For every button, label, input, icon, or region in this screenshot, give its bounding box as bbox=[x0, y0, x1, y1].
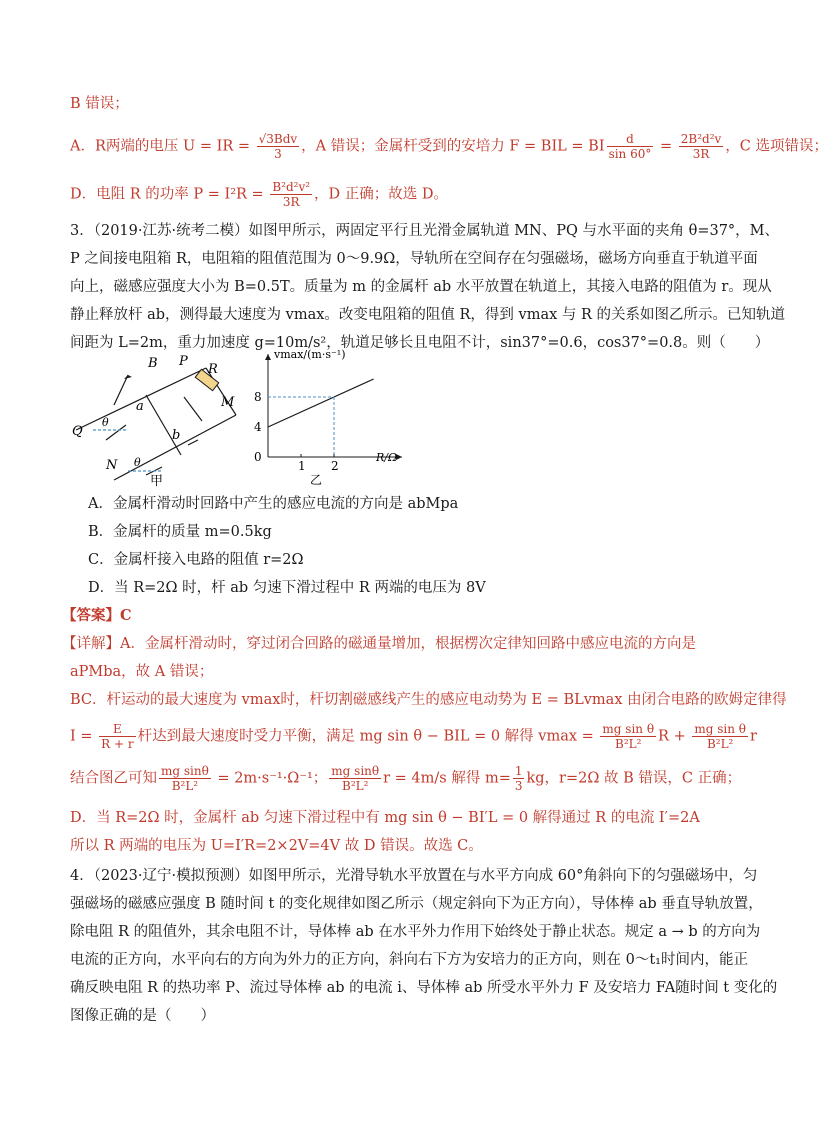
tick-y-0: 0 bbox=[254, 450, 262, 464]
label-theta-1: θ bbox=[102, 416, 109, 429]
q4-line-2: 强磁场的磁感应强度 B 随时间 t 的变化规律如图乙所示（规定斜向下为正方向），导体棒 ab 垂直导轨放置， bbox=[70, 896, 763, 912]
y-axis-label: vmax/(m·s⁻¹) bbox=[274, 348, 346, 361]
option-b: B．金属杆的质量 m=0.5kg bbox=[88, 524, 272, 540]
detail-line-6: D．当 R=2Ω 时，金属杆 ab 匀速下滑过程中有 mg sin θ − BI′L = 0 解得通过 R 的电流 I′=2A bbox=[70, 810, 700, 826]
detail-line-7: 所以 R 两端的电压为 U=I′R=2×2V=4V 故 D 错误。故选 C。 bbox=[70, 838, 483, 854]
q4-line-1: 4．（2023·辽宁·模拟预测）如图甲所示，光滑导轨水平放置在与水平方向成 60°角斜向下的匀强磁场中，匀 bbox=[70, 868, 758, 884]
det4-den1: R + r bbox=[101, 737, 134, 751]
a-fraction-1 bbox=[257, 132, 300, 161]
q4-line-6: 图像正确的是（ ） bbox=[70, 1008, 215, 1024]
det5-text-a: 结合图乙可知 bbox=[70, 770, 157, 787]
option-a-explanation bbox=[70, 132, 828, 161]
det5-frac-3 bbox=[513, 764, 525, 793]
q3-line-4: 静止释放杆 ab，测得最大速度为 vmax。改变电阻箱的阻值 R，得到 vmax 与 R 的关系如图乙所示。已知轨道 bbox=[70, 307, 786, 323]
det4-text-a: I = bbox=[70, 728, 98, 745]
det4-num1: E bbox=[99, 722, 135, 737]
a-frac-num3: 2B²d²v bbox=[680, 132, 722, 146]
tick-y-8: 8 bbox=[254, 390, 262, 404]
a-text-4: ，C 选项错误； bbox=[725, 138, 828, 155]
a-text-2: ，A 错误；金属杆受到的安培力 F = BIL = BI bbox=[301, 138, 605, 155]
rail-nm bbox=[114, 415, 236, 480]
option-d-explanation bbox=[70, 180, 448, 209]
det5-text-c: r = 4m/s 解得 m= bbox=[383, 770, 511, 787]
q4-line-5: 确反映电阻 R 的热功率 P、流过导体棒 ab 的电流 i、导体棒 ab 所受水平外力 F 及安培力 FA随时间 t 变化的 bbox=[70, 980, 778, 996]
det4-text-b: 杆达到最大速度时受力平衡，满足 mg sin θ − BIL = 0 解得 vmax = bbox=[137, 728, 599, 745]
detail-line-3: BC．杆运动的最大速度为 vmax时，杆切割磁感线产生的感应电动势为 E = BLvmax 由闭合电路的欧姆定律得 bbox=[70, 692, 787, 708]
d-text-1: D．电阻 R 的功率 P = I²R = bbox=[70, 186, 269, 203]
det5-frac-1 bbox=[159, 764, 211, 793]
q3-line-2: P 之间接电阻箱 R，电阻箱的阻值范围为 0～9.9Ω，导轨所在空间存在匀强磁场，磁场方向垂直于轨道平面 bbox=[70, 251, 758, 267]
figure-yi-chart bbox=[252, 342, 412, 490]
figure-yi-caption: 乙 bbox=[310, 473, 323, 487]
d-frac-den: 3R bbox=[282, 195, 300, 209]
q3-line-3: 向上，磁感应强度大小为 B=0.5T。质量为 m 的金属杆 ab 水平放置在轨道上，其接入电路的阻值为 r。现从 bbox=[70, 279, 772, 295]
label-rod-b: b bbox=[172, 428, 181, 443]
d-frac-num: B²d²v² bbox=[272, 180, 311, 194]
det4-num2: mg sin θ bbox=[602, 722, 655, 736]
rod-ab bbox=[146, 395, 181, 455]
label-theta-2: θ bbox=[134, 456, 141, 469]
option-a: A．金属杆滑动时回路中产生的感应电流的方向是 abMpa bbox=[88, 496, 459, 512]
a-frac-num2: d bbox=[607, 132, 654, 147]
det4-text-d: r bbox=[749, 728, 757, 745]
a-text-1: A．R两端的电压 U = IR = bbox=[70, 138, 255, 155]
field-line-1 bbox=[106, 425, 126, 440]
b-wrong-line: B 错误； bbox=[70, 96, 129, 112]
det5-den2: B²L² bbox=[342, 779, 369, 793]
field-arrow-b bbox=[124, 375, 132, 379]
a-frac-den2: sin 60° bbox=[608, 147, 652, 161]
det5-den3: 3 bbox=[514, 779, 523, 793]
det5-text-b: = 2m·s⁻¹·Ω⁻¹； bbox=[212, 770, 328, 787]
label-n: N bbox=[106, 458, 118, 473]
label-m: M bbox=[221, 395, 235, 410]
d-fraction bbox=[270, 180, 312, 209]
a-frac-den3: 3R bbox=[692, 147, 710, 161]
x-axis-label: R/Ω bbox=[376, 451, 398, 464]
a-frac-den: 3 bbox=[274, 147, 282, 161]
label-q: Q bbox=[72, 424, 83, 439]
q3-line-1: 3．（2019·江苏·统考二模）如图甲所示，两固定平行且光滑金属轨道 MN、PQ 与水平面的夹角 θ=37°，M、 bbox=[70, 223, 780, 239]
label-p: P bbox=[179, 354, 188, 369]
tick-x-1: 1 bbox=[298, 459, 306, 473]
a-text-3: = bbox=[655, 138, 677, 155]
a-frac-num: √3Bdv bbox=[258, 132, 298, 146]
tick-y-4: 4 bbox=[254, 420, 262, 434]
detail-line-1: 【详解】A．金属杆滑动时，穿过闭合回路的磁通量增加，根据楞次定律知回路中感应电流的方向是 bbox=[62, 636, 696, 652]
det5-text-d: kg，r=2Ω 故 B 错误，C 正确； bbox=[526, 770, 742, 787]
tick-x-2: 2 bbox=[331, 459, 339, 473]
det5-den1: B²L² bbox=[171, 779, 199, 793]
d-text-2: ，D 正确；故选 D。 bbox=[314, 186, 449, 203]
det4-den3: B²L² bbox=[706, 737, 734, 751]
q4-line-3: 除电阻 R 的阻值外，其余电阻不计，导体棒 ab 在水平外力作用下始终处于静止状态。规定 a → b 的方向为 bbox=[70, 924, 761, 940]
label-b-field: B bbox=[148, 356, 158, 371]
a-fraction-2 bbox=[607, 132, 654, 161]
detail-line-5 bbox=[70, 764, 741, 793]
det5-num3: 1 bbox=[514, 764, 523, 778]
det4-den2: B²L² bbox=[615, 737, 642, 751]
det5-num1: mg sinθ bbox=[161, 764, 209, 778]
det4-frac-3 bbox=[692, 722, 748, 751]
answer-label: 【答案】C bbox=[62, 607, 132, 624]
det4-num3: mg sin θ bbox=[694, 722, 746, 736]
detail-line-4 bbox=[70, 722, 757, 751]
det5-num2: mg sinθ bbox=[331, 764, 380, 778]
y-axis-arrow bbox=[265, 354, 271, 360]
series-line bbox=[268, 379, 374, 427]
a-fraction-3 bbox=[679, 132, 724, 161]
option-c: C．金属杆接入电路的阻值 r=2Ω bbox=[88, 552, 304, 568]
detail-line-2: aPMba，故 A 错误； bbox=[70, 664, 214, 680]
det5-frac-2 bbox=[329, 764, 381, 793]
det4-text-c: R + bbox=[658, 728, 691, 745]
q4-line-4: 电流的正方向，水平向右的方向为外力的正方向，斜向右下方为安培力的正方向，则在 0～t₁时间内，能正 bbox=[70, 952, 748, 968]
option-d: D．当 R=2Ω 时，杆 ab 匀速下滑过程中 R 两端的电压为 8V bbox=[88, 580, 486, 596]
det4-frac-1 bbox=[99, 722, 135, 751]
q3-line-5: 间距为 L=2m，重力加速度 g=10m/s²，轨道足够长且电阻不计，sin37°=0.6，cos37°=0.8。则（ ） bbox=[70, 335, 770, 351]
label-r: R bbox=[208, 362, 218, 377]
figure-jia bbox=[66, 345, 246, 490]
det4-frac-2 bbox=[600, 722, 656, 751]
label-a: a bbox=[136, 399, 144, 414]
figure-jia-caption: 甲 bbox=[150, 474, 164, 489]
